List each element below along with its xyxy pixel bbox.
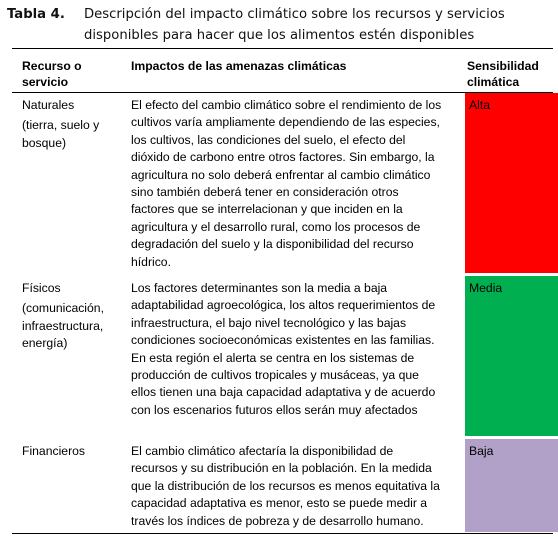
header-sensitivity: Sensibilidad climática	[467, 59, 539, 89]
sensitivity-label: Baja	[469, 444, 494, 458]
impact-cell: El cambio climático afectaría la disponibilidad de recursos y su distribución en la población. En la medida que la distribución de los recursos es menos equitativa la capacidad adaptativa es menor, esto se puede medir a través los índices de pobreza y de desarrollo humano.	[131, 444, 440, 528]
resource-detail: (tierra, suelo y bosque)	[22, 118, 100, 150]
resource-name: Físicos	[22, 281, 61, 295]
table-number: Tabla 4.	[7, 7, 65, 22]
table-row-naturales	[12, 93, 553, 273]
resource-cell	[22, 97, 122, 152]
header-impacts: Impactos de las amenazas climáticas	[131, 59, 347, 73]
table-row-financieros	[12, 439, 553, 532]
sensitivity-cell	[465, 93, 558, 273]
sensitivity-cell	[465, 439, 558, 532]
table-top-rule	[12, 48, 553, 49]
sensitivity-label: Media	[469, 281, 503, 295]
sensitivity-cell	[465, 276, 558, 436]
resource-cell	[22, 443, 122, 460]
table-row-fisicos	[12, 276, 553, 436]
resource-cell	[22, 280, 122, 353]
impact-cell: Los factores determinantes son la media a baja adaptabilidad agroecológica, los altos requerimientos de infraestructura, el bajo nivel tecnológico y las bajas condiciones socioeconómicas existentes en las familias. En esta región el alerta se centra en los sistemas de producción de cultivos tropicales y musáceas, ya que ellos tienen una baja capacidad adaptativa y de acuerdo con los escenarios futuros ellos serán muy afectados	[131, 281, 436, 417]
impact-cell: El efecto del cambio climático sobre el rendimiento de los cultivos varía ampliamente dependiendo de las especies, los cultivos, las condiciones del suelo, el efecto del dióxido de carbono entre otros factores. Sin embargo, la agricultura no solo deberá enfrentar al cambio climático sino también deberá tener en consideración otros factores que se interrelacionan y que inciden en la agricultura y el desarrollo rural, como los procesos de degradación del suelo y la disponibilidad del recurso hídrico.	[131, 98, 442, 269]
resource-detail: (comunicación, infraestructura, energía)	[22, 301, 104, 351]
sensitivity-label: Alta	[469, 98, 491, 112]
resource-name: Naturales	[22, 98, 75, 112]
table-title: Descripción del impacto climático sobre los recursos y servicios disponibles para hacer que los alimentos estén disponibles	[84, 7, 505, 43]
header-resource: Recurso o servicio	[22, 59, 82, 89]
resource-name: Financieros	[22, 444, 85, 458]
table-bottom-rule	[12, 533, 553, 534]
